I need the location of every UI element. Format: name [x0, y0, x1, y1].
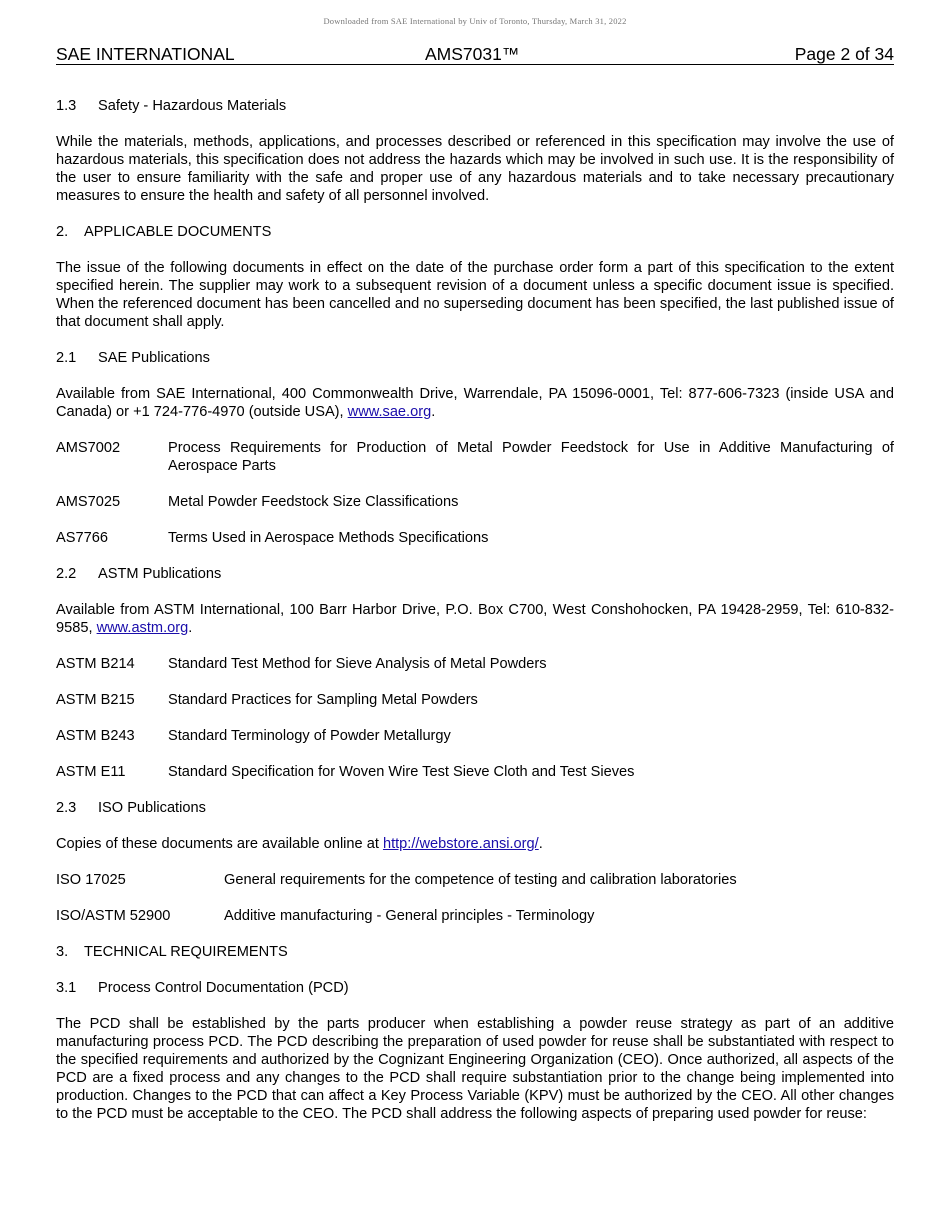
section-number: 3.1 [56, 980, 77, 996]
reference-code: AMS7025 [56, 494, 121, 510]
section-1-3-paragraph: While the materials, methods, applications, and processes described or referenced in this specification may involve the use of hazardous materials, this specification does not address the hazards which may be involved in such use. It is the responsibility of the user to ensure familiarity with the safe and proper use of any hazardous materials and to take necessary precautionary measures to ensure the health and safety of all personnel involved. [56, 134, 894, 204]
section-number: 2. [56, 224, 69, 240]
reference-row [56, 439, 894, 475]
section-title: ASTM Publications [98, 566, 222, 582]
page-header [56, 44, 894, 65]
section-2-3-heading [56, 799, 894, 817]
reference-row [56, 763, 894, 781]
section-2-2-heading [56, 565, 894, 583]
availability-text: Available from ASTM International, 100 Barr Harbor Drive, P.O. Box C700, West Conshohocken, PA 19428-2959, Tel: 610-832-9585, [56, 602, 894, 636]
reference-title: Standard Practices for Sampling Metal Powders [168, 692, 478, 708]
ansi-webstore-link[interactable]: http://webstore.ansi.org/ [382, 836, 539, 852]
reference-title: General requirements for the competence of testing and calibration laboratories [224, 872, 737, 888]
section-title: APPLICABLE DOCUMENTS [84, 224, 272, 240]
section-number: 3. [56, 944, 69, 960]
header-document-id: AMS7031™ [425, 44, 520, 64]
section-3-1-paragraph: The PCD shall be established by the parts producer when establishing a powder reuse strategy as part of an additive manufacturing process PCD. The PCD describing the preparation of used powder for reuse shall be substantiated with respect to the specified requirements and authorized by the Cognizant Engineering Organization (CEO). Once authorized, all aspects of the PCD are a fixed process and any changes to the PCD shall require substantiation prior to the change being implemented into production. Changes to the PCD that can affect a Key Process Variable (KPV) must be authorized by the CEO. All other changes to the PCD must be acceptable to the CEO. The PCD shall address the following aspects of preparing used powder for reuse: [56, 1016, 894, 1122]
reference-code: ISO 17025 [56, 872, 126, 888]
reference-title: Standard Test Method for Sieve Analysis of Metal Powders [168, 656, 547, 672]
reference-row [56, 529, 894, 547]
reference-title: Metal Powder Feedstock Size Classifications [168, 494, 459, 510]
astm-availability-paragraph [56, 601, 894, 637]
section-title: Process Control Documentation (PCD) [98, 980, 349, 996]
reference-row [56, 727, 894, 745]
reference-title: Additive manufacturing - General principles - Terminology [224, 908, 595, 924]
section-title: Safety - Hazardous Materials [98, 98, 287, 114]
reference-title: Standard Specification for Woven Wire Test Sieve Cloth and Test Sieves [168, 764, 635, 780]
reference-row [56, 691, 894, 709]
reference-code: ASTM B215 [56, 692, 135, 708]
section-3-heading [56, 943, 894, 961]
availability-text: Copies of these documents are available online at [56, 836, 383, 852]
header-page-number: Page 2 of 34 [794, 44, 894, 64]
availability-suffix: . [188, 620, 193, 636]
reference-row [56, 493, 894, 511]
reference-row [56, 907, 894, 925]
iso-availability-paragraph [56, 835, 894, 853]
section-2-paragraph: The issue of the following documents in effect on the date of the purchase order form a part of this specification to the extent specified herein. The supplier may work to a subsequent revision of a document unless a specific document issue is specified. When the referenced document has been cancelled and no superseding document has been specified, the last published issue of that document shall apply. [56, 260, 894, 330]
sae-website-link[interactable]: www.sae.org [347, 404, 432, 420]
reference-code: AMS7002 [56, 440, 121, 456]
availability-suffix: . [538, 836, 543, 852]
section-title: TECHNICAL REQUIREMENTS [84, 944, 288, 960]
sae-availability-paragraph [56, 385, 894, 421]
reference-row [56, 655, 894, 673]
section-title: SAE Publications [98, 350, 210, 366]
reference-code: ASTM E11 [56, 764, 126, 780]
header-organization: SAE INTERNATIONAL [56, 44, 235, 64]
reference-code: ISO/ASTM 52900 [56, 908, 171, 924]
reference-row [56, 871, 894, 889]
section-2-1-heading [56, 349, 894, 367]
reference-code: AS7766 [56, 530, 108, 546]
reference-title: Terms Used in Aerospace Methods Specifications [168, 530, 489, 546]
section-1-3-heading [56, 97, 894, 115]
reference-title: Process Requirements for Production of Metal Powder Feedstock for Use in Additive Manufacturing of Aerospace Parts [168, 440, 894, 474]
reference-code: ASTM B214 [56, 656, 135, 672]
section-number: 2.1 [56, 350, 77, 366]
reference-title: Standard Terminology of Powder Metallurgy [168, 728, 451, 744]
document-body [56, 97, 894, 1141]
download-watermark: Downloaded from SAE International by Univ of Toronto, Thursday, March 31, 2022 [323, 16, 627, 26]
section-3-1-heading [56, 979, 894, 997]
section-number: 2.2 [56, 566, 77, 582]
section-title: ISO Publications [98, 800, 206, 816]
availability-suffix: . [431, 404, 436, 420]
section-2-heading [56, 223, 894, 241]
section-number: 2.3 [56, 800, 77, 816]
availability-text: Available from SAE International, 400 Commonwealth Drive, Warrendale, PA 15096-0001, Tel: 877-606-7323 (inside USA and Canada) or +1 724-776-4970 (outside USA), [56, 386, 894, 420]
astm-website-link[interactable]: www.astm.org [96, 620, 189, 636]
section-number: 1.3 [56, 98, 77, 114]
reference-code: ASTM B243 [56, 728, 135, 744]
